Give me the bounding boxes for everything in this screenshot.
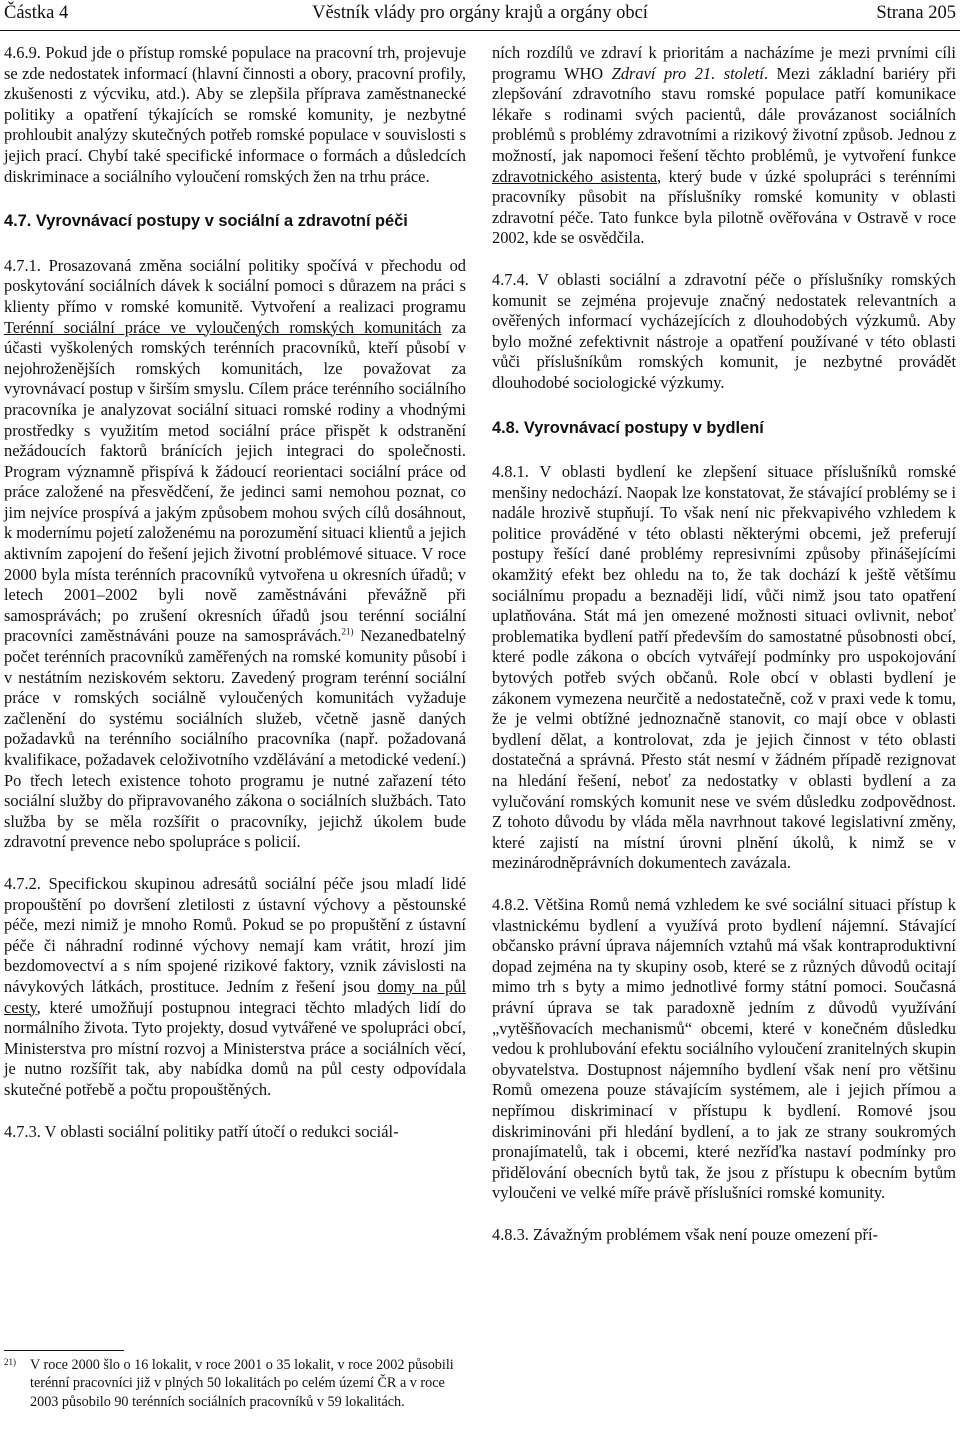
paragraph-4-7-4: 4.7.4. V oblasti sociální a zdravotní péče o příslušníky romských komunit se zejména projevuje značný nedostatek relevantních a ověřených informací vycházejících z dlouhodobých výzkumů. Aby bylo možné zefektivnit nástroje a opatření používané v této oblasti vůči příslušníkům romských komunit, je nezbytné provádět dlouhodobé sociologické výzkumy. [492,269,956,392]
paragraph-4-8-1: 4.8.1. V oblasti bydlení ke zlepšení situace příslušníků romské menšiny nedochází. Naopak lze konstatovat, že stávající problémy se i nadále hrozivě stupňují. To však není nic překvapivého vzhledem k politice prováděné v této oblasti některými obcemi, jež preferují postupy řešící dané problémy represivními způsoby přinášejícími okamžitý efekt bez ohledu na to, že tak dochází k ještě většímu sociálnímu propadu a beznaději lidí, vůči nimž jsou tato opatření uplatňována. Stát má jen omezené možnosti situaci ovlivnit, neboť problematika bydlení patří především do samostatné působnosti obcí, které podle zákona o obcích vytvářejí podmínky pro uspokojování bytových potřeb svých občanů. Role obcí v oblasti bydlení je zákonem vymezena neurčitě a nedostatečně, což v praxi vede k tomu, že je velmi obtížné jednoznačně stanovit, co mají obce v oblasti bydlení dělat, a kontrolovat, zda je jejich činnost v této oblasti dostatečná a správná. Přesto stát nesmí v žádném případě rezignovat na hledání řešení, neboť za nedostatky v oblasti bydlení a za vylučování romských komunit nese ve svém důsledku zodpovědnost. Z tohoto důvodu by vláda měla navrhnout takové legislativní změny, které zajistí na místní úrovni plnění úkolů, k nimž se v mezinárodněprávních dokumentech zavázala. [492,462,956,873]
page-number: Strana 205 [876,3,956,23]
paragraph-4-6-9: 4.6.9. Pokud jde o přístup romské populace na pracovní trh, projevuje se zde nedostatek informací (hlavní činnosti a obory, pracovní profily, zkušenosti z výcviku, atd.). Aby se zlepšila příprava zaměstnanecké politiky a opatření týkajících se romské komunity, je nezbytné prohloubit analýzy skutečných potřeb romské populace v souvislosti s jejich prací. Chybí také specifické informace o formách a důsledcích diskriminace a sociálního vyloučení romských žen na trhu práce. [4,43,466,186]
footnote-mark: 21) [4,1357,16,1367]
halfway-houses-term: domy na půl cesty [4,976,467,1017]
health-assistant-term: zdravotnického asistenta [492,166,658,186]
paragraph-4-7-2: 4.7.2. Specifickou skupinou adresátů sociální péče jsou mladí lidé propouštění po dovršení zletilosti z ústavní výchovy a pěstounské péče, mezi nimiž je mnoho Romů. Pokud se po propuštění z ústavní péče či náhradní rodinné výchovy nemají kam vrátit, hrozí jim bezdomovectví a s ním spojené rizikové faktory, vznik závislosti na návykových látkách, prostituce. Jedním z řešení jsou domy na půl cesty, které umožňují postupnou integraci těchto mladých lidí do normálního života. Tyto projekty, dosud vytvářené ve spolupráci obcí, Ministerstva pro místní rozvoj a Ministerstva práce a sociálních věcí, je nutno rozšířit tak, aby nabídka domů na půl cesty odpovídala skutečné potřebě a počtu propouštěných. [4,873,467,1099]
heading-4-7: 4.7. Vyrovnávací postupy v sociální a zdravotní péči [4,212,408,231]
program-link: Terénní sociální práce ve vyloučených romských komunitách [4,317,442,337]
footnote-text: V roce 2000 šlo o 16 lokalit, v roce 2001 o 35 lokalit, v roce 2002 působili terénní pracovníci již v plných 50 lokalitách po celém území ČR a v roce 2003 působilo 90 terénních sociálních pracovníků v 59 lokalitách. [30,1357,454,1410]
left-column [4,43,466,1142]
paragraph-4-7-1: 4.7.1. Prosazovaná změna sociální politiky spočívá v přechodu od poskytování sociálních dávek k sociální pomoci s důrazem na práci s klienty přímo v romské komunitě. Vytvoření a realizaci programu Terénní sociální práce ve vyloučených romských komunitách za účasti vyškolených romských terénních pracovníků, kteří působí v nejohroženějších romských komunitách, lze považovat za vyrovnávací postup v širším smyslu. Cílem práce terénního sociálního pracovníka je analyzovat sociální situaci romské rodiny a vhodnými prostředky s využitím metod sociální práce přispět k odstranění nežádoucích faktorů bránících jejich integraci do společnosti. Program významně přispívá k žádoucí reorientaci sociální práce od práce založené na přesvědčení, že jedinci sami nemohou poznat, co jim nejvíce prospívá a jakým způsobem mohou svých cílů dosáhnout, k modernímu pojetí založenému na porozumění situaci klientů a jejich aktivním zapojení do řešení jejich životní problémové situace. V roce 2000 byla místa terénních pracovníků vytvořena u okresních úřadů; v letech 2001–2002 byli nově zaměstnáváni převážně při samosprávách; po zrušení okresních úřadů jsou terénní sociální pracovníci zaměstnáváni pouze na samosprávách.$^{21)}$ Nezanedbatelný počet terénních pracovníků zaměřených na romské komunity působí i v nestátním neziskovém sektoru. Zavedený program terénní sociální práce v romských sociálně vyloučených komunitách vyžaduje začlenění do systému sociálních služeb, včetně jasně daných požadavků na terénního sociálního pracovníka (např. požadovaná kvalifikace, požadavek celoživotního vzdělávání a metodické vedení.) Po třech letech existence tohoto programu je nutné zařazení této sociální služby do připravovaného zákona o sociálních službách. Tato služba by se měla rozšířit o pracovníky, jejichž úkolem bude zdravotní prevence nebo spolupráce s policií. [4,255,467,852]
issue-number: Částka 4 [4,3,69,23]
page-header [0,3,960,29]
paragraph-4-8-3: 4.8.3. Závažným problémem však není pouze omezení pří- [492,1224,878,1244]
publication-title: Věstník vlády pro orgány krajů a orgány obcí [312,3,648,23]
program-title: Zdraví pro 21. století [611,63,764,83]
paragraph-continued: ních rozdílů ve zdraví k prioritám a nacházíme je mezi prvními cíli programu WHO Zdraví pro 21. století. Mezi základní bariéry při zlepšování zdravotního stavu romské populace patří komunikace lékaře s rodinami svých pacientů, dále provázanost sociálních problémů s problémy zdravotními a rizikový životní způsob. Jednou z možností, jak napomoci řešení těchto problémů, je vytvoření funkce zdravotnického asistenta, který bude v úzké spolupráci s terénními pracovníky působit na příslušníky romské komunity v oblasti zdravotní péče. Tato funkce byla pilotně ověřována v Ostravě v roce 2002, kde se osvědčila. [492,43,956,248]
paragraph-4-7-3: 4.7.3. V oblasti sociální politiky patří útočí o redukci sociál- [4,1121,399,1141]
right-column [492,43,956,1245]
footnote [4,1356,466,1411]
paragraph-4-8-2: 4.8.2. Většina Romů nemá vzhledem ke své sociální situaci přístup k vlastnickému bydlení a využívá proto bydlení nájemní. Stávající občansko právní úprava nájemních vztahů má však kontraproduktivní dopad zejména na ty skupiny osob, které se z různých důvodů ocitají mimo trh s byty a mimo jednotlivé formy státní pomoci. Současná právní úprava se tak paradoxně jedním z důvodů využívání „vytěšňovacích mechanismů“ obcemi, které v konečném důsledku vedou k prohlubování efektu sociálního vyloučení zranitelných skupin obyvatelstva. Dostupnost nájemního bydlení však není pro většinu Romů omezena pouze stávajícím systémem, ale i jejich přímou a nepřímou diskriminací v přístupu k bydlení. Romové jsou diskriminováni při hledání bydlení, a to jak ze strany soukromých pronajímatelů, tak i obcemi, které nezříďka nastaví podmínky pro přidělování obecních bytů tak, že jsou z přístupu k obecním bytům vyloučeni ve velké míře právě příslušníci romské komunity. [492,894,956,1203]
header-rule [0,30,960,31]
footnote-ref: 21) [341,626,354,637]
heading-4-8: 4.8. Vyrovnávací postupy v bydlení [492,418,764,437]
footnote-rule [4,1350,124,1351]
